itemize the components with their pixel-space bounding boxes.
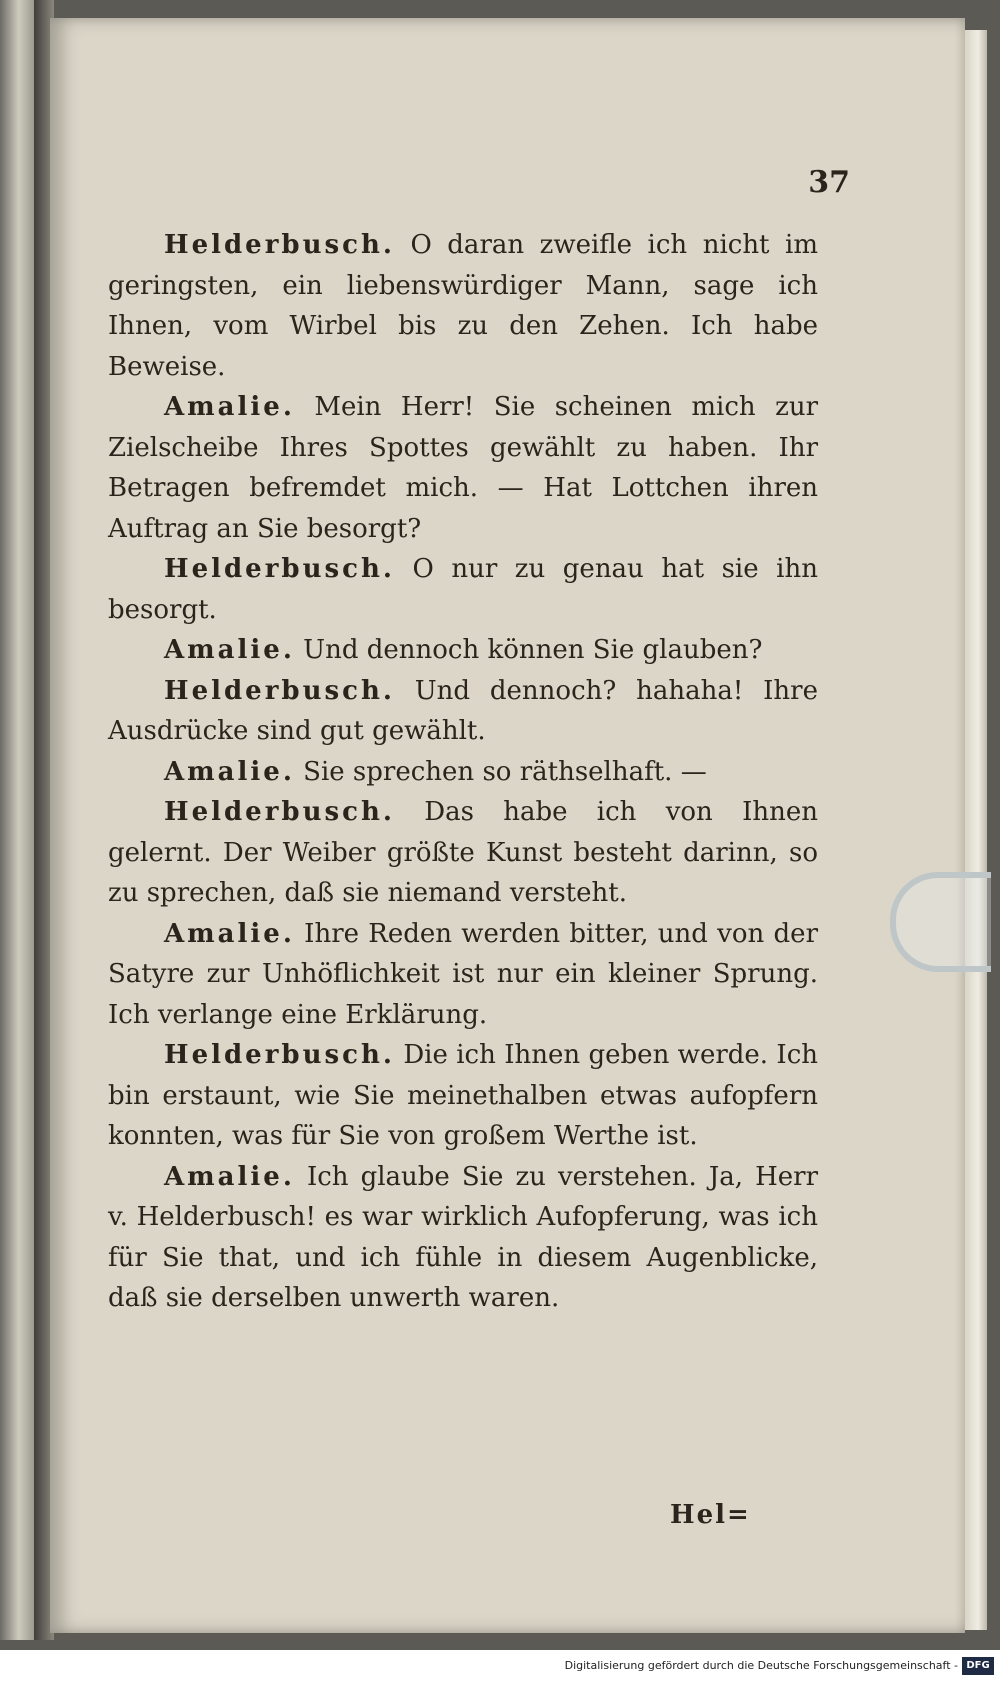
dialogue-paragraph	[108, 387, 818, 549]
catchword: Hel=	[670, 1500, 751, 1530]
footer-bar	[0, 1650, 1000, 1685]
dialogue-line: Mein Herr! Sie scheinen mich zur Zielscheibe Ihres Spottes gewählt zu haben. Ihr Betragen befremdet mich. — Hat Lottchen ihren Auftrag an Sie besorgt?	[108, 392, 818, 544]
dialogue-line: Ich glaube Sie zu verstehen. Ja, Herr v. Helderbusch! es war wirklich Aufopferung, was ich für Sie that, und ich fühle in diesem Augenblicke, daß sie derselben unwerth waren.	[108, 1161, 818, 1313]
dialogue-line: O daran zweifle ich nicht im geringsten, ein liebenswürdiger Mann, sage ich Ihnen, vom Wirbel bis zu den Zehen. Ich habe Beweise.	[108, 230, 819, 382]
dialogue-paragraph	[108, 1035, 818, 1157]
left-page-edge	[0, 0, 34, 1640]
dfg-logo-icon: DFG	[962, 1657, 994, 1675]
speaker-name: Helderbusch.	[164, 675, 395, 706]
dialogue-paragraph	[108, 671, 818, 752]
speaker-name: Amalie.	[164, 1161, 295, 1192]
funding-credit: Digitalisierung gefördert durch die Deutsche Forschungsgemeinschaft -	[564, 1659, 958, 1672]
dialogue-line: Das habe ich von Ihnen gelernt. Der Weiber größte Kunst besteht darinn, so zu sprechen, daß sie niemand versteht.	[108, 797, 818, 908]
dialogue-line: Und dennoch können Sie glauben?	[303, 635, 763, 665]
speaker-name: Helderbusch.	[164, 554, 395, 584]
dialogue-line: Sie sprechen so räthselhaft. —	[303, 756, 707, 787]
dialogue-paragraph	[108, 792, 818, 914]
dialogue-line: Ihre Reden werden bitter, und von der Satyre zur Unhöflichkeit ist nur ein kleiner Sprung. Ich verlange eine Erklärung.	[108, 918, 819, 1030]
speaker-name: Amalie.	[164, 392, 295, 422]
page-number: 37	[808, 165, 850, 200]
dialogue-paragraph	[108, 1157, 818, 1319]
speaker-name: Helderbusch.	[164, 797, 395, 827]
dialogue-line: Und dennoch? hahaha! Ihre Ausdrücke sind gut gewählt.	[108, 675, 818, 746]
dialogue-paragraph	[108, 549, 818, 630]
dialogue-text	[108, 225, 818, 1319]
dialogue-paragraph	[108, 630, 818, 671]
speaker-name: Helderbusch.	[164, 1040, 395, 1070]
dialogue-line: Die ich Ihnen geben werde. Ich bin erstaunt, wie Sie meinethalben etwas aufopfern konnten, was für Sie von großem Werthe ist.	[108, 1040, 819, 1151]
speaker-name: Amalie.	[164, 756, 295, 787]
dialogue-line: O nur zu genau hat sie ihn besorgt.	[108, 554, 818, 625]
page-stack-edge	[965, 30, 987, 1630]
dialogue-paragraph	[108, 752, 818, 793]
dialogue-paragraph	[108, 225, 818, 387]
speaker-name: Amalie.	[164, 635, 295, 665]
speaker-name: Helderbusch.	[164, 230, 395, 260]
speaker-name: Amalie.	[164, 918, 295, 949]
dialogue-paragraph	[108, 914, 818, 1036]
page-clip	[890, 872, 991, 972]
